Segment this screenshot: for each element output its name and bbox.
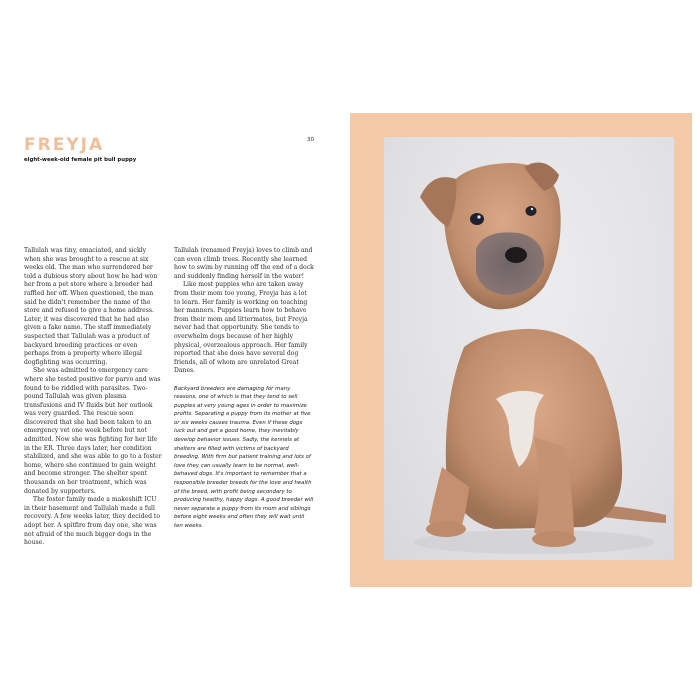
- photo-panel: [350, 113, 692, 587]
- page-title: FREYJA: [24, 135, 105, 155]
- page-subtitle: eight-week-old female pit bull puppy: [24, 157, 137, 163]
- left-text-column: [24, 247, 164, 548]
- body-paragraph: Tallulah (renamed Freyja) loves to climb and can even climb trees. Recently she learned how to swim by running off the end of a dock and suddenly finding herself in the water!: [174, 247, 314, 280]
- body-paragraph: Tallulah was tiny, emaciated, and sickly when she was brought to a rescue at six weeks old. The man who surrendered her told a dubious story about how he had won her from a pet store where a breeder had raffled her off. When questioned, the man said he didn't remember the name of the store and refused to give a home address. Later, it was discovered that he had also given a fake name. The staff immediately suspected that Tallulah was a product of backyard breeding practices or even perhaps from a property where illegal dogfighting was occurring.: [24, 247, 158, 366]
- body-paragraph: Like most puppies who are taken away from their mom too young, Freyja has a lot to learn. Her family is working on teaching her manners. Puppies learn how to behave from their mom and littermates, but Freyja never had that opportunity. She tends to overwhelm dogs because of her highly physical, overzealous approach. Her family reported that she does have several dog friends, all of whom are unrelated Great Danes.: [174, 281, 308, 375]
- puppy-photo: [384, 137, 674, 560]
- callout-text: Backyard breeders are damaging for many reasons, one of which is that they tend to sell puppies at very young ages in order to maximize profits. Separating a puppy from its mother at five or six weeks causes trauma. Even if these dogs luck out and get a good home, they inevitably develop behavior issues. Sadly, the kennels at shelters are filled with victims of backyard breeding. With firm but patient training and lots of love they can usually learn to be normal, well-behaved dogs. It's important to remember that a responsible breeder breeds for the love and health of the breed, with profit being secondary to producing healthy, happy dogs. A good breeder will never separate a puppy from its mom and siblings before eight weeks and often they will wait until ten weeks.: [174, 385, 314, 529]
- page-number: 30: [307, 137, 314, 143]
- puppy-illustration: [384, 137, 674, 560]
- right-text-column: [174, 247, 314, 531]
- body-paragraph: The foster family made a makeshift ICU in their basement and Tallulah made a full recovery. A few weeks later, they decided to adopt her. A spitfire from day one, she was not afraid of the much bigger dogs in the house.: [24, 496, 161, 547]
- body-paragraph: She was admitted to emergency care where she tested positive for parvo and was found to be riddled with parasites. Two-pound Tallulah was given plasma transfusions and IV fluids but her outlook was very guarded. The rescue soon discovered that she had been taken to an emergency vet one week before but not admitted. Now she was fighting for her life in the ER. Three days later, her condition stabilized, and she was able to go to a foster home, where she continued to gain weight and become stronger. The shelter spent thousands on her treatment, which was donated by supporters.: [24, 367, 162, 495]
